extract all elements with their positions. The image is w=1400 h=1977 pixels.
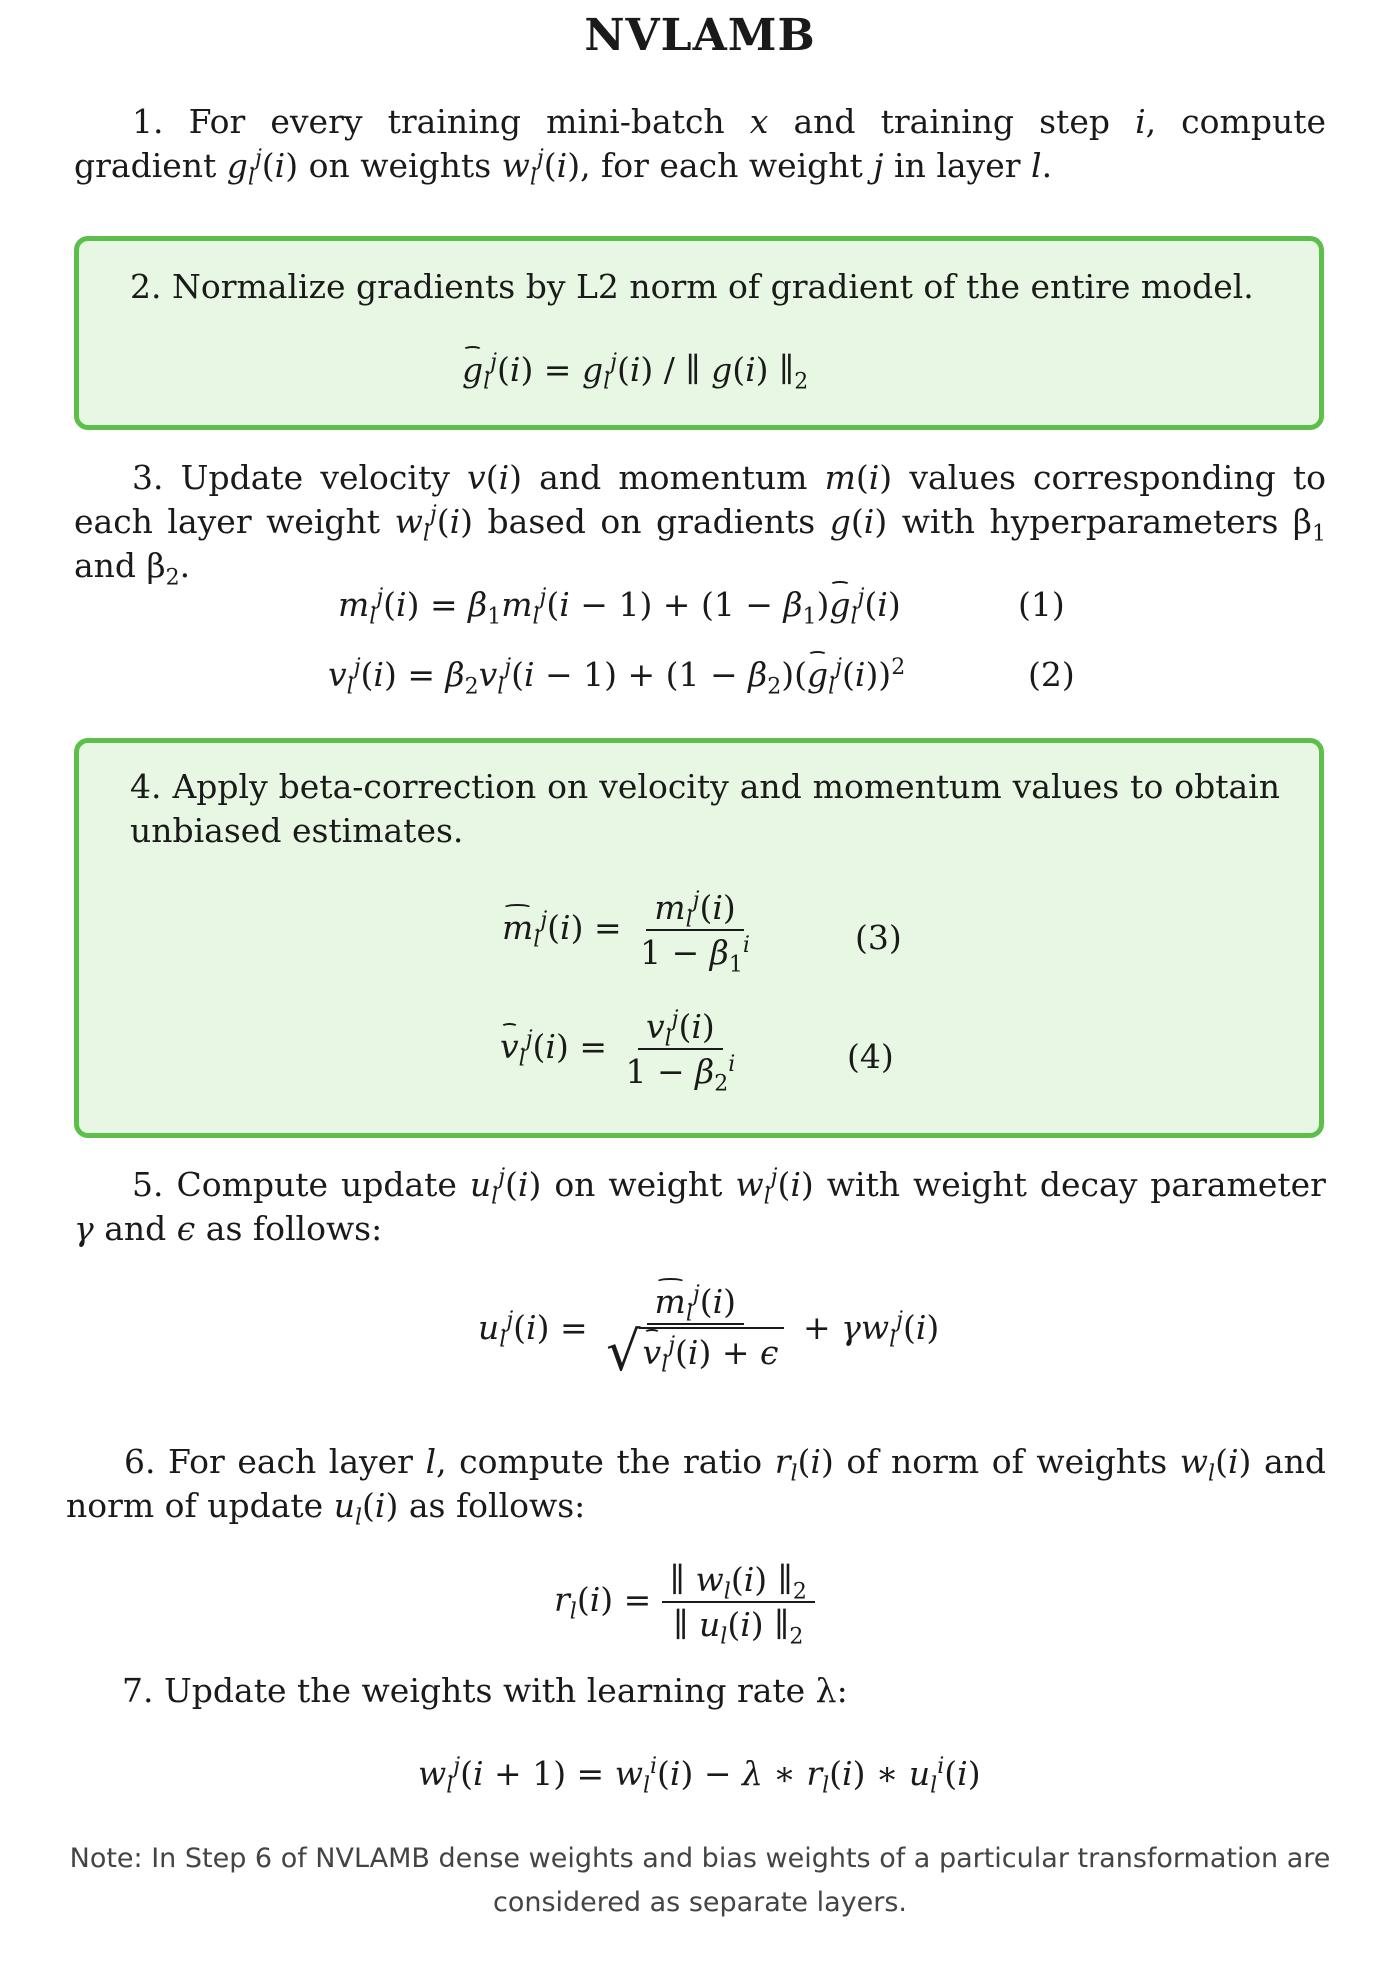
equation-update: $u_l^j(i)$ = $m_l^j(i)$ √ $v_l^j(i) + \epsilon$ + $\gamma w_l^j(i)$ — [478, 1282, 940, 1383]
document-title: NVLAMB — [584, 10, 816, 61]
equation-weight-update: $w_l^j(i + 1) = w_l^i(i) - \lambda$ ∗ $r_l(i)$ ∗ $u_l^i(i)$ — [418, 1754, 981, 1799]
equation-m-hat: $m_l^j(i)$ = $\frac{m_l^j(i)}{1 - \beta_1^i}$ — [502, 888, 750, 978]
step-6: 6. For each layer l, compute the ratio $r_l(i)$ of norm of weights $w_l(i)$ and norm of update $u_l(i)$ as follows: — [66, 1442, 1327, 1531]
equation-normalize: $g_l^j(i) = g_l^j(i)$ / ∥ g(i) $\parallel_2$ — [462, 350, 809, 395]
step-1: 1. For every training mini-batch x and training step i, compute gradient $g_l^j(i)$ on weights $w_l^j(i)$, for each weight j in layer l. — [74, 102, 1326, 191]
footnote: Note: In Step 6 of NVLAMB dense weights and bias weights of a particular transformation are considered as separate layers. — [69, 1843, 1331, 1918]
equation-label-4: (4) — [847, 1037, 894, 1076]
step-7: 7. Update the weights with learning rate λ: — [122, 1671, 848, 1710]
step-3: 3. Update velocity v(i) and momentum m(i) values corresponding to each layer weight $w_l^j(i)$ based on gradients g(i) with hyperparameters $\beta_1$ and $\beta_2$. — [74, 458, 1327, 591]
step-5: 5. Compute update $u_l^j(i)$ on weight $w_l^j(i)$ with weight decay parameter γ and ϵ as follows: — [74, 1165, 1326, 1248]
equation-label-2: (2) — [1028, 655, 1075, 694]
equation-label-1: (1) — [1018, 585, 1065, 624]
equation-velocity: $v_l^j(i) = \beta_2v_l^j(i - 1) + (1 - \beta_2)(g_l^j(i))^2$ — [328, 655, 906, 700]
step-2: 2. Normalize gradients by L2 norm of gradient of the entire model. — [130, 267, 1254, 306]
equation-ratio: $r_l(i)$ = $\frac{\parallel w_l(i) \parallel_2}{\parallel u_l(i) \parallel_2}$ — [554, 1560, 815, 1644]
step-4: 4. Apply beta-correction on velocity and momentum values to obtain unbiased estimates. — [130, 767, 1280, 850]
equation-momentum: $m_l^j(i) = \beta_1m_l^j(i - 1) + (1 - \beta_1)g_l^j(i)$ — [338, 585, 901, 630]
equation-v-hat: $v_l^j(i)$ = $\frac{v_l^j(i)}{1 - \beta_2^i}$ — [500, 1007, 736, 1097]
equation-label-3: (3) — [855, 918, 902, 957]
